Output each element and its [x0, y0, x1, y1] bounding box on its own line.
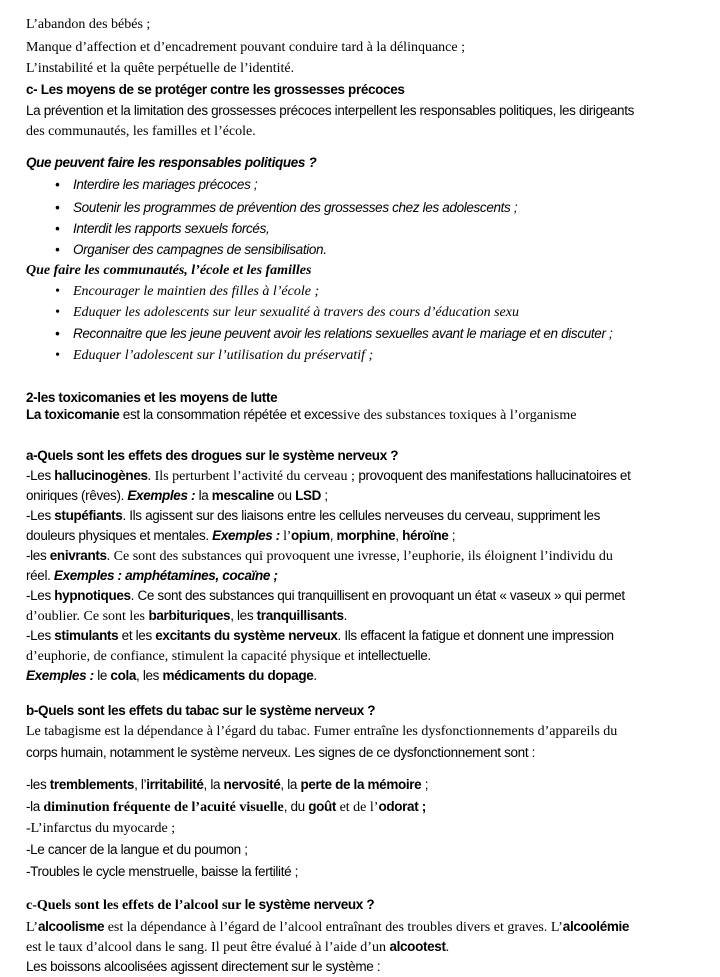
term-toxicomanie: La toxicomanie [26, 407, 120, 422]
term-hypnotiques: hypnotiques [54, 588, 131, 603]
consequence-instability: L’instabilité et la quête perpétuelle de l’identité. [26, 61, 295, 76]
text-line: oniriques (rêves). Exemples : la mescaline ou LSD ; [26, 488, 328, 503]
text-line: L’alcoolisme est la dépendance à l’égard de l’alcool entraînant des troubles divers et graves. L’alcoolémie [26, 919, 630, 935]
text-line: douleurs physiques et mentales. Exemples : l’opium, morphine, héroïne ; [26, 528, 456, 544]
bullet-icon: • [55, 305, 60, 320]
text-line [26, 59, 710, 79]
politicians-question: Que peuvent faire les responsables politiques ? [26, 155, 317, 170]
text-line: -Les stimulants et les excitants du système nerveux. Ils effacent la fatigue et donnent une impression [26, 628, 614, 643]
text-line: -les tremblements, l’irritabilité, la nervosité, la perte de la mémoire ; [26, 777, 429, 792]
list-item: • Organiser des campagnes de sensibilisation. [55, 240, 710, 260]
list-item: • Interdit les rapports sexuels forcés, [55, 219, 710, 239]
section-heading: a-Quels sont les effets des drogues sur le système nerveux ? [26, 448, 399, 463]
consequence-affection: Manque d’affection et d’encadrement pouvant conduire tard à la délinquance ; [26, 40, 465, 55]
term-hallucinogenes: hallucinogènes [54, 468, 148, 483]
paragraph-line: des communautés, les familles et l’école. [26, 124, 256, 139]
list-item: • Eduquer les adolescents sur leur sexualité à travers des cours d’éducation sexu [55, 303, 710, 323]
text-line: -Les hypnotiques. Ce sont des substances qui tranquillisent en provoquant un état « vaseux » qui permet [26, 588, 625, 603]
bullet-icon: • [55, 348, 60, 363]
text-line: -les enivrants. Ce sont des substances qui provoquent une ivresse, l’euphorie, ils éloignent l’individu du [26, 548, 613, 564]
bullet-icon: • [55, 326, 60, 341]
list-item: • Interdire les mariages précoces ; [55, 175, 710, 195]
bullet-icon: • [55, 284, 60, 299]
section-heading: c-Quels sont les effets de l’alcool sur le système nerveux ? [26, 897, 375, 913]
list-item: • Eduquer l’adolescent sur l’utilisation du préservatif ; [55, 346, 710, 366]
text-line: Les boissons alcoolisées agissent directement sur le système : [26, 959, 381, 974]
section-heading: b-Quels sont les effets du tabac sur le système nerveux ? [26, 703, 376, 718]
definition-line: La toxicomanie est la consommation répétée et excessive des substances toxiques à l’organisme [26, 407, 577, 423]
text-line: -L’infarctus du myocarde ; [26, 821, 176, 836]
section-heading: 2-les toxicomanies et les moyens de lutte [26, 390, 278, 405]
term-enivrants: enivrants [49, 548, 107, 563]
bullet-icon: • [55, 221, 60, 236]
section-heading: c- Les moyens de se protéger contre les grossesses précoces [26, 82, 405, 97]
bullet-icon: • [55, 200, 60, 215]
list-item: • Soutenir les programmes de prévention des grossesses chez les adolescents ; [55, 198, 710, 218]
text-line [26, 15, 710, 35]
term-stupefiants: stupéfiants [54, 508, 123, 523]
text-line: d’oublier. Ce sont les barbituriques, les tranquillisants. [26, 608, 348, 624]
bullet-icon: • [55, 177, 60, 192]
list-item: • Reconnaitre que les jeune peuvent avoir les relations sexuelles avant le mariage et en discuter ; [55, 324, 710, 344]
text-line: réel. Exemples : amphétamines, cocaïne ; [26, 568, 278, 583]
text-line [26, 38, 710, 58]
text-line: -Le cancer de la langue et du poumon ; [26, 842, 248, 857]
text-line: -Les stupéfiants. Ils agissent sur des liaisons entre les cellules nerveuses du cerveau, suppriment les [26, 508, 600, 523]
text-line: -la diminution fréquente de l’acuité visuelle, du goût et de l’odorat ; [26, 799, 426, 815]
paragraph-line: corps humain, notamment le système nerveux. Les signes de ce dysfonctionnement sont : [26, 745, 536, 760]
text-line: -Troubles le cycle menstruelle, baisse la fertilité ; [26, 864, 299, 879]
bullet-icon: • [55, 242, 60, 257]
communities-question: Que faire les communautés, l’école et les familles [26, 263, 312, 278]
list-item: • Encourager le maintien des filles à l’école ; [55, 282, 710, 302]
text-line: -Les hallucinogènes. Ils perturbent l’activité du cerveau ; provoquent des manifestations hallucinatoires et [26, 468, 631, 484]
term-stimulants: stimulants [54, 628, 119, 643]
text-line: d’euphorie, de confiance, stimulent la capacité physique et intellectuelle. [26, 648, 431, 664]
text-line: est le taux d’alcool dans le sang. Il peut être évalué à l’aide d’un alcootest. [26, 939, 450, 955]
paragraph-line: Le tabagisme est la dépendance à l’égard du tabac. Fumer entraîne les dysfonctionnements d’appareils du [26, 724, 618, 739]
paragraph-line: La prévention et la limitation des grossesses précoces interpellent les responsables politiques, les dirigeants [26, 103, 635, 118]
text-line: Exemples : le cola, les médicaments du dopage. [26, 668, 317, 683]
consequence-abandon: L’abandon des bébés ; [26, 17, 151, 32]
